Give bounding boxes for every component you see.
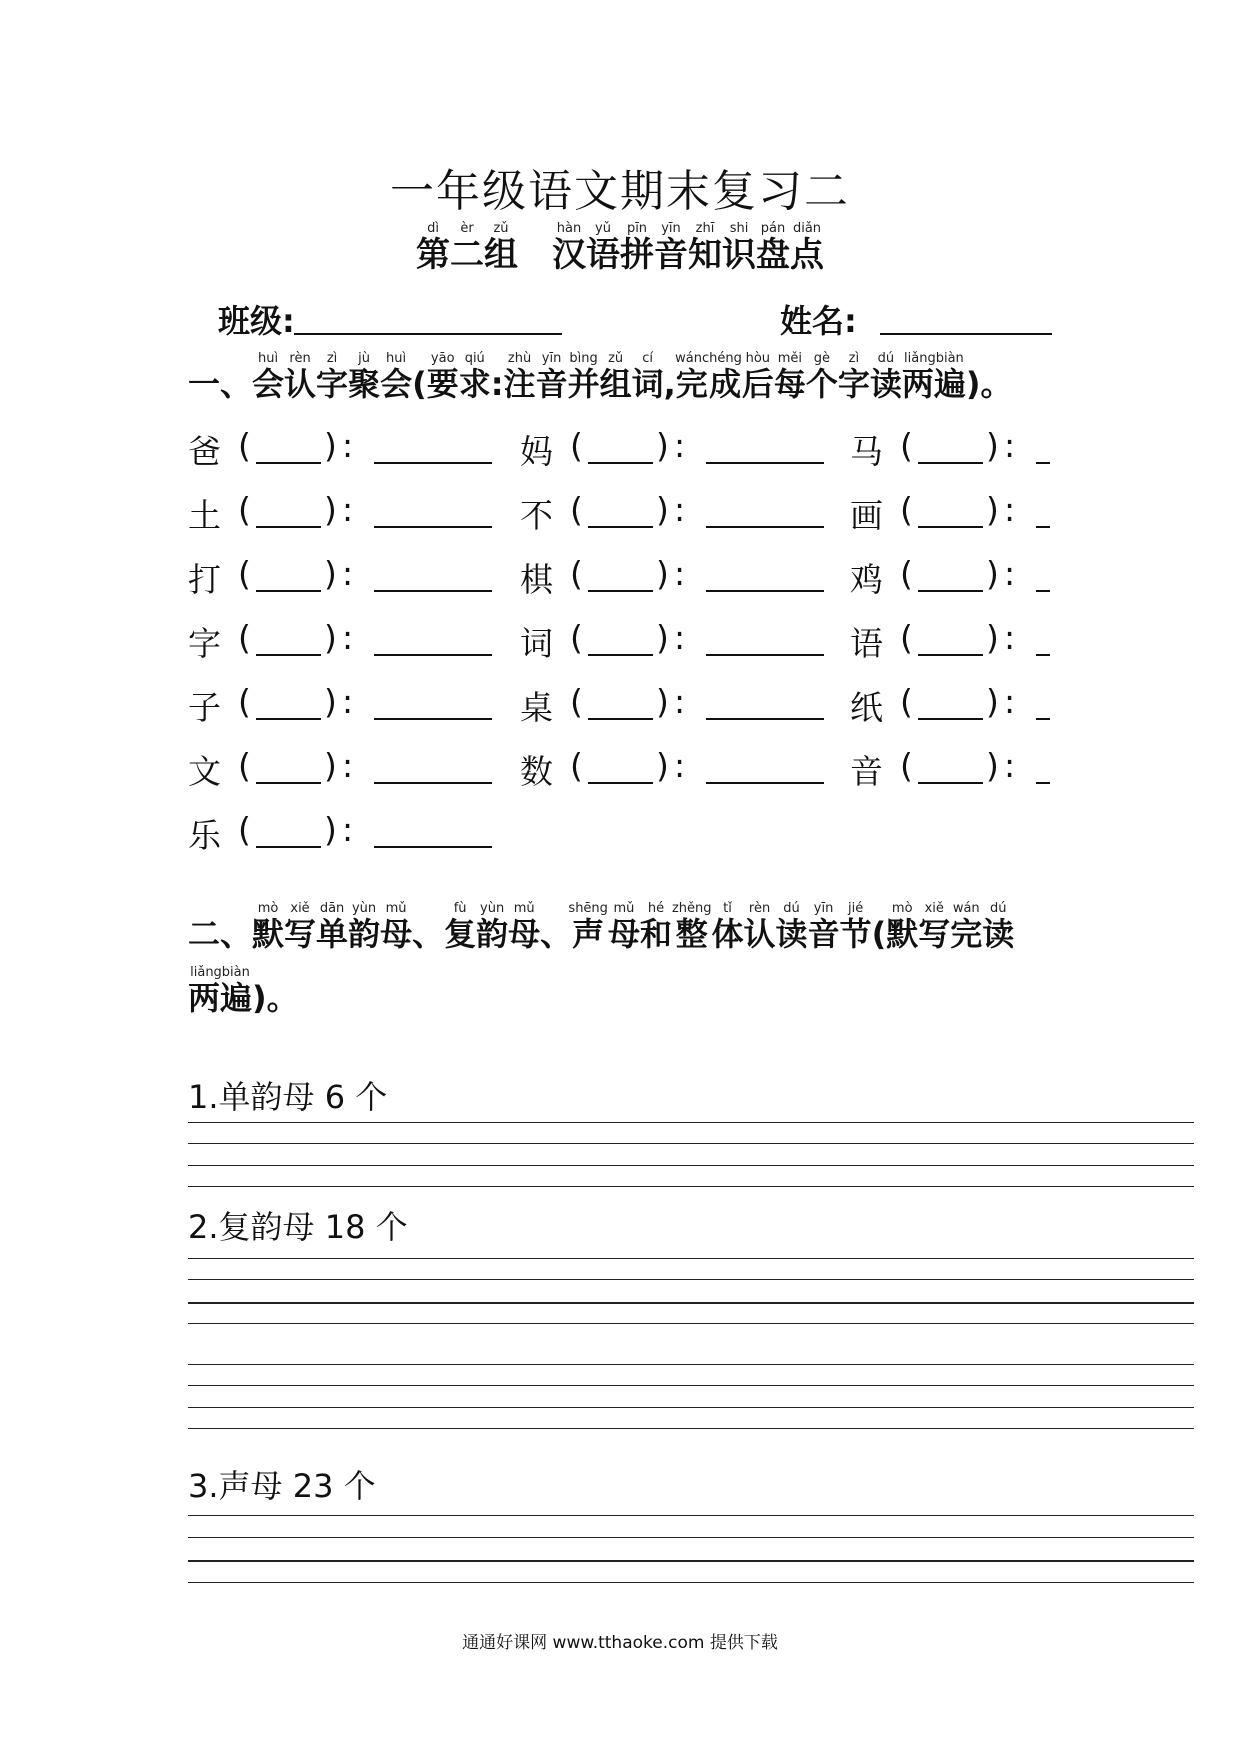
writing-line[interactable] — [188, 1515, 1194, 1516]
pinyin-blank[interactable] — [918, 718, 983, 720]
plain-text: 、 — [412, 915, 445, 953]
pinyin-blank[interactable] — [918, 590, 983, 592]
close-paren: ) — [986, 682, 999, 721]
class-input-line[interactable] — [294, 333, 562, 335]
annotated-char: 母mǔ — [508, 901, 541, 953]
subtitle — [0, 222, 1240, 276]
word-blank[interactable] — [1036, 462, 1050, 464]
annotated-char: 声shēng — [568, 901, 608, 953]
annotated-char: 完成wánchéng — [675, 351, 742, 403]
writing-line[interactable] — [188, 1364, 1194, 1365]
pinyin-annotation: mǔ — [380, 901, 413, 916]
writing-line[interactable] — [188, 1258, 1194, 1259]
vocab-char: 桌 — [520, 688, 553, 727]
colon: : — [342, 810, 354, 849]
colon: : — [342, 618, 354, 657]
footer-credit: 通通好课网 www.tthaoke.com 提供下载 — [462, 1633, 778, 1653]
pinyin-annotation: měi — [773, 351, 806, 366]
writing-line[interactable] — [188, 1186, 1194, 1187]
pinyin-annotation: jù — [348, 351, 381, 366]
close-paren: ) — [986, 490, 999, 529]
pinyin-annotation: gè — [805, 351, 838, 366]
annotated-char: 完wán — [950, 901, 983, 953]
vocab-char: 音 — [850, 752, 883, 791]
annotated-char: 求qiú — [458, 351, 491, 403]
subtitle-group — [416, 221, 518, 275]
word-blank[interactable] — [1036, 654, 1050, 656]
annotated-char: 读dú — [775, 901, 808, 953]
close-paren: ) — [324, 682, 337, 721]
word-blank[interactable] — [706, 462, 824, 464]
annotated-char: 语yǔ — [586, 221, 620, 275]
pinyin-annotation: diǎn — [790, 221, 824, 236]
pinyin-annotation: dì — [416, 221, 450, 236]
pinyin-annotation: bìng — [567, 351, 600, 366]
annotated-char: 组zǔ — [599, 351, 632, 403]
open-paren: ( — [238, 618, 251, 657]
part3-title: 3.声母 23 个 — [188, 1467, 376, 1505]
open-paren: ( — [900, 746, 913, 785]
colon: : — [1004, 554, 1016, 593]
word-blank[interactable] — [706, 590, 824, 592]
colon: : — [342, 554, 354, 593]
pinyin-annotation: jié — [839, 901, 872, 916]
pinyin-annotation: dú — [869, 351, 902, 366]
pinyin-annotation: rèn — [743, 901, 776, 916]
colon: : — [1004, 490, 1016, 529]
vocab-char: 文 — [188, 752, 221, 791]
annotated-char: 会huì — [252, 351, 285, 403]
annotated-char: 每měi — [773, 351, 806, 403]
pinyin-blank[interactable] — [918, 654, 983, 656]
annotated-char: 认rèn — [743, 901, 776, 953]
colon: : — [674, 618, 686, 657]
pinyin-annotation: xiě — [918, 901, 951, 916]
word-blank[interactable] — [374, 654, 492, 656]
pinyin-blank[interactable] — [256, 782, 321, 784]
close-paren: ) — [656, 618, 669, 657]
annotated-char: 默mò — [886, 901, 919, 953]
close-paren: ) — [324, 746, 337, 785]
close-paren: ) — [656, 746, 669, 785]
pinyin-annotation: zì — [316, 351, 349, 366]
annotated-char: 韵yùn — [348, 901, 381, 953]
pinyin-blank[interactable] — [588, 782, 653, 784]
plain-text: : — [490, 365, 504, 403]
pinyin-blank[interactable] — [918, 782, 983, 784]
vocab-char: 鸡 — [850, 560, 883, 599]
pinyin-annotation: pán — [756, 221, 790, 236]
plain-text: )。 — [252, 979, 299, 1017]
colon: : — [1004, 746, 1016, 785]
plain-text: 、 — [540, 915, 573, 953]
pinyin-annotation: yùn — [348, 901, 381, 916]
annotated-char: 字zì — [837, 351, 870, 403]
word-blank[interactable] — [374, 782, 492, 784]
pinyin-annotation: mǔ — [607, 901, 640, 916]
word-blank[interactable] — [706, 526, 824, 528]
annotated-char: 识shi — [722, 221, 756, 275]
pinyin-annotation: shēng — [568, 901, 608, 916]
annotated-char: 要yāo — [426, 351, 459, 403]
colon: : — [342, 746, 354, 785]
annotated-char: 音yīn — [535, 351, 568, 403]
writing-line[interactable] — [188, 1122, 1194, 1123]
word-blank[interactable] — [374, 590, 492, 592]
colon: : — [674, 426, 686, 465]
pinyin-annotation: hé — [639, 901, 672, 916]
annotated-char: 音yīn — [654, 221, 688, 275]
annotated-char: 汉hàn — [552, 221, 586, 275]
writing-line[interactable] — [188, 1537, 1194, 1538]
pinyin-blank[interactable] — [588, 718, 653, 720]
vocab-char: 纸 — [850, 688, 883, 727]
open-paren: ( — [900, 618, 913, 657]
word-blank[interactable] — [1036, 718, 1050, 720]
annotated-char: 单dān — [316, 901, 349, 953]
plain-text: ( — [412, 365, 427, 403]
name-label: 姓名: — [780, 302, 857, 340]
writing-line[interactable] — [188, 1385, 1194, 1386]
open-paren: ( — [570, 554, 583, 593]
writing-line[interactable] — [188, 1428, 1194, 1429]
annotated-char: 两遍liǎngbiàn — [901, 351, 966, 403]
pinyin-annotation: liǎngbiàn — [188, 965, 253, 980]
word-blank[interactable] — [1036, 782, 1050, 784]
pinyin-blank[interactable] — [918, 526, 983, 528]
annotated-char: 知zhī — [688, 221, 722, 275]
pinyin-annotation: yīn — [535, 351, 568, 366]
plain-text: , — [663, 365, 676, 403]
pinyin-annotation: yùn — [476, 901, 509, 916]
pinyin-annotation: huì — [252, 351, 285, 366]
pinyin-annotation: zì — [837, 351, 870, 366]
plain-text: ( — [871, 915, 887, 953]
pinyin-annotation: huì — [380, 351, 413, 366]
pinyin-annotation: tǐ — [711, 901, 744, 916]
pinyin-annotation: xiě — [284, 901, 317, 916]
pinyin-annotation: zhī — [688, 221, 722, 236]
annotated-char: 二èr — [450, 221, 484, 275]
pinyin-annotation: yāo — [426, 351, 459, 366]
close-paren: ) — [324, 490, 337, 529]
annotated-char: 拼pīn — [620, 221, 654, 275]
annotated-char: 盘pán — [756, 221, 790, 275]
open-paren: ( — [570, 618, 583, 657]
pinyin-annotation: qiú — [458, 351, 491, 366]
annotated-char: 并bìng — [567, 351, 600, 403]
pinyin-annotation: shi — [722, 221, 756, 236]
close-paren: ) — [324, 810, 337, 849]
pinyin-annotation: èr — [450, 221, 484, 236]
annotated-char: 读dú — [869, 351, 902, 403]
pinyin-annotation: wán — [950, 901, 983, 916]
vocab-char: 土 — [188, 496, 221, 535]
colon: : — [342, 426, 354, 465]
part1-title: 1.单韵母 6 个 — [188, 1078, 388, 1116]
vocab-char: 词 — [520, 624, 553, 663]
pinyin-annotation: mǔ — [508, 901, 541, 916]
word-blank[interactable] — [374, 526, 492, 528]
writing-line[interactable] — [188, 1407, 1194, 1408]
pinyin-annotation: yīn — [807, 901, 840, 916]
annotated-char: 音yīn — [807, 901, 840, 953]
word-blank[interactable] — [374, 718, 492, 720]
pinyin-blank[interactable] — [256, 718, 321, 720]
vocab-char: 字 — [188, 624, 221, 663]
pinyin-blank[interactable] — [256, 590, 321, 592]
pinyin-annotation: hòu — [741, 351, 774, 366]
annotated-char: 认rèn — [284, 351, 317, 403]
annotated-char: 整zhěng — [671, 901, 712, 953]
close-paren: ) — [324, 554, 337, 593]
close-paren: ) — [986, 554, 999, 593]
close-paren: ) — [324, 426, 337, 465]
annotated-char: 会huì — [380, 351, 413, 403]
open-paren: ( — [570, 746, 583, 785]
vocab-char: 数 — [520, 752, 553, 791]
name-input-line[interactable] — [880, 333, 1052, 335]
annotated-char: 词cí — [631, 351, 664, 403]
colon: : — [1004, 426, 1016, 465]
pinyin-blank[interactable] — [256, 654, 321, 656]
vocab-char: 乐 — [188, 816, 221, 855]
close-paren: ) — [324, 618, 337, 657]
vocab-char: 妈 — [520, 432, 553, 471]
pinyin-annotation: dú — [775, 901, 808, 916]
open-paren: ( — [570, 426, 583, 465]
annotated-char: 写xiě — [918, 901, 951, 953]
colon: : — [674, 746, 686, 785]
plain-text: )。 — [965, 365, 1013, 403]
section2-heading — [188, 902, 1014, 955]
writing-line[interactable] — [188, 1143, 1194, 1144]
word-blank[interactable] — [1036, 590, 1050, 592]
open-paren: ( — [238, 426, 251, 465]
annotated-char: 第dì — [416, 221, 450, 275]
part2-title: 2.复韵母 18 个 — [188, 1208, 408, 1246]
open-paren: ( — [900, 682, 913, 721]
pinyin-blank[interactable] — [588, 590, 653, 592]
pinyin-blank[interactable] — [256, 846, 321, 848]
pinyin-blank[interactable] — [588, 654, 653, 656]
annotated-char: 母mǔ — [607, 901, 640, 953]
subtitle-topic — [552, 221, 824, 275]
annotated-char: 母mǔ — [380, 901, 413, 953]
open-paren: ( — [238, 810, 251, 849]
annotated-char: 字zì — [316, 351, 349, 403]
annotated-char: 组zǔ — [484, 221, 518, 275]
pinyin-annotation: yīn — [654, 221, 688, 236]
close-paren: ) — [656, 490, 669, 529]
pinyin-annotation: zhù — [503, 351, 536, 366]
document-title: 一年级语文期末复习二 — [390, 166, 850, 217]
open-paren: ( — [570, 490, 583, 529]
pinyin-annotation: dān — [316, 901, 349, 916]
pinyin-annotation: yǔ — [586, 221, 620, 236]
close-paren: ) — [656, 554, 669, 593]
open-paren: ( — [570, 682, 583, 721]
writing-line[interactable] — [188, 1323, 1194, 1324]
vocab-char: 马 — [850, 432, 883, 471]
annotated-char: 写xiě — [284, 901, 317, 953]
word-blank[interactable] — [374, 462, 492, 464]
pinyin-blank[interactable] — [256, 526, 321, 528]
annotated-char: 点diǎn — [790, 221, 824, 275]
colon: : — [1004, 618, 1016, 657]
close-paren: ) — [656, 682, 669, 721]
vocab-char: 语 — [850, 624, 883, 663]
writing-line[interactable] — [188, 1279, 1194, 1280]
close-paren: ) — [986, 746, 999, 785]
pinyin-annotation: cí — [631, 351, 664, 366]
annotated-char: 复fù — [444, 901, 477, 953]
colon: : — [674, 490, 686, 529]
close-paren: ) — [986, 426, 999, 465]
pinyin-annotation: zǔ — [484, 221, 518, 236]
vocab-char: 爸 — [188, 432, 221, 471]
pinyin-annotation: fù — [444, 901, 477, 916]
pinyin-annotation: dú — [982, 901, 1015, 916]
plain-text: 一、 — [188, 365, 253, 403]
annotated-char: 后hòu — [741, 351, 774, 403]
vocab-char: 不 — [520, 496, 553, 535]
word-blank[interactable] — [1036, 526, 1050, 528]
colon: : — [674, 554, 686, 593]
annotated-char: 注zhù — [503, 351, 536, 403]
section1-heading — [188, 352, 1013, 405]
close-paren: ) — [656, 426, 669, 465]
writing-line[interactable] — [188, 1582, 1194, 1583]
annotated-char: 读dú — [982, 901, 1015, 953]
pinyin-blank[interactable] — [918, 462, 983, 464]
annotated-char: 聚jù — [348, 351, 381, 403]
close-paren: ) — [986, 618, 999, 657]
annotated-char: 和hé — [639, 901, 672, 953]
pinyin-annotation: zǔ — [599, 351, 632, 366]
writing-line[interactable] — [188, 1302, 1194, 1304]
pinyin-blank[interactable] — [588, 462, 653, 464]
pinyin-annotation: liǎngbiàn — [901, 351, 966, 366]
word-blank[interactable] — [706, 782, 824, 784]
open-paren: ( — [238, 682, 251, 721]
annotated-char: 韵yùn — [476, 901, 509, 953]
annotated-char: 体tǐ — [711, 901, 744, 953]
pinyin-annotation: pīn — [620, 221, 654, 236]
colon: : — [342, 490, 354, 529]
word-blank[interactable] — [374, 846, 492, 848]
annotated-char: 节jié — [839, 901, 872, 953]
annotated-char: 个gè — [805, 351, 838, 403]
pinyin-annotation: rèn — [284, 351, 317, 366]
pinyin-blank[interactable] — [256, 462, 321, 464]
annotated-char: 默mò — [252, 901, 285, 953]
word-blank[interactable] — [706, 718, 824, 720]
pinyin-annotation: hàn — [552, 221, 586, 236]
open-paren: ( — [238, 490, 251, 529]
vocab-char: 棋 — [520, 560, 553, 599]
colon: : — [342, 682, 354, 721]
plain-text: 二、 — [188, 915, 253, 953]
open-paren: ( — [900, 490, 913, 529]
colon: : — [1004, 682, 1016, 721]
annotated-char: 两遍liǎngbiàn — [188, 965, 253, 1017]
vocab-char: 子 — [188, 688, 221, 727]
open-paren: ( — [900, 554, 913, 593]
open-paren: ( — [900, 426, 913, 465]
colon: : — [674, 682, 686, 721]
section2-heading-continued — [188, 966, 299, 1019]
pinyin-annotation: zhěng — [671, 901, 712, 916]
class-label: 班级: — [218, 302, 295, 340]
vocab-char: 画 — [850, 496, 883, 535]
pinyin-annotation: wánchéng — [675, 351, 742, 366]
open-paren: ( — [238, 554, 251, 593]
pinyin-annotation: mò — [886, 901, 919, 916]
word-blank[interactable] — [706, 654, 824, 656]
pinyin-annotation: mò — [252, 901, 285, 916]
vocab-char: 打 — [188, 560, 221, 599]
open-paren: ( — [238, 746, 251, 785]
writing-line[interactable] — [188, 1165, 1194, 1166]
pinyin-blank[interactable] — [588, 526, 653, 528]
writing-line[interactable] — [188, 1560, 1194, 1562]
